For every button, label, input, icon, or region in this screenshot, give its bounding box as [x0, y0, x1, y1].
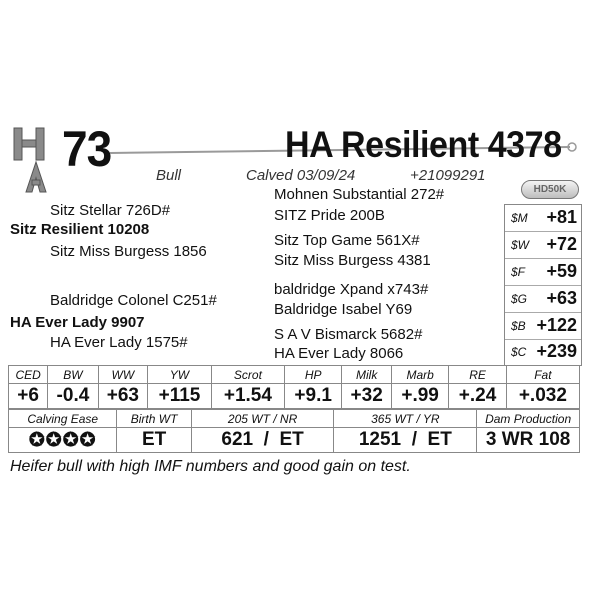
- index-value: +239: [536, 341, 577, 361]
- index-value: +81: [546, 207, 577, 227]
- animal-name: HA Resilient 4378: [285, 124, 562, 165]
- index-row: [505, 339, 581, 365]
- performance-header-row: [9, 410, 580, 428]
- index-label: $M: [511, 211, 528, 225]
- epd-header: WW: [98, 366, 148, 384]
- slash: /: [411, 429, 417, 450]
- epd-header: Fat: [506, 366, 579, 384]
- birth-weight: ET: [117, 428, 191, 453]
- yearling-weight-cell: [334, 428, 477, 453]
- index-row: [505, 286, 581, 313]
- performance-header: 205 WT / NR: [191, 410, 334, 428]
- pedigree-right-1: Mohnen Substantial 272#: [274, 186, 445, 203]
- slash: /: [263, 429, 269, 450]
- sire-dam: Sitz Miss Burgess 1856: [50, 243, 207, 260]
- epd-header: Scrot: [211, 366, 284, 384]
- epd-header: BW: [48, 366, 98, 384]
- epd-header-row: [9, 366, 580, 384]
- sire-sire: Sitz Stellar 726D#: [50, 202, 171, 219]
- epd-value: +.032: [506, 384, 579, 409]
- sire: Sitz Resilient 10208: [10, 221, 150, 238]
- epd-header: Milk: [342, 366, 392, 384]
- performance-table: [8, 409, 580, 453]
- performance-header: 365 WT / YR: [334, 410, 477, 428]
- pedigree-right-8: HA Ever Lady 8066: [274, 345, 404, 362]
- ranch-logo-icon: [12, 126, 60, 196]
- pedigree-right-2: SITZ Pride 200B: [274, 207, 385, 224]
- epd-value: +63: [98, 384, 148, 409]
- epd-value: +32: [342, 384, 392, 409]
- dam-dam: HA Ever Lady 1575#: [50, 334, 188, 351]
- index-label: $G: [511, 292, 528, 306]
- pedigree-right-3: Sitz Top Game 561X#: [274, 232, 420, 249]
- epd-header: HP: [284, 366, 341, 384]
- epd-value: +.99: [391, 384, 448, 409]
- index-value: +59: [546, 261, 577, 281]
- genomic-badge: HD50K: [521, 180, 579, 199]
- index-label: $B: [511, 319, 526, 333]
- lot-number: 73: [62, 121, 112, 177]
- epd-header: Marb: [391, 366, 448, 384]
- index-row: [505, 232, 581, 259]
- dam-sire: Baldridge Colonel C251#: [50, 292, 217, 309]
- performance-header: Dam Production: [477, 410, 580, 428]
- pedigree-right-4: Sitz Miss Burgess 4381: [274, 252, 431, 269]
- dam-production: 3 WR 108: [477, 428, 580, 453]
- dam: HA Ever Lady 9907: [10, 314, 145, 331]
- calved-date: Calved 03/09/24: [246, 167, 356, 184]
- performance-value-row: [9, 428, 580, 453]
- epd-value: +6: [9, 384, 48, 409]
- pedigree-right-6: Baldridge Isabel Y69: [274, 301, 413, 318]
- pedigree-right-5: baldridge Xpand x743#: [274, 281, 429, 298]
- index-box: [504, 204, 582, 366]
- epd-value: +115: [148, 384, 212, 409]
- epd-header: YW: [148, 366, 212, 384]
- index-label: $F: [511, 265, 526, 279]
- index-row: [505, 259, 581, 286]
- weaning-weight-cell: [191, 428, 334, 453]
- yearling-weight: 1251: [358, 429, 402, 450]
- epd-header: CED: [9, 366, 48, 384]
- index-value: +63: [546, 288, 577, 308]
- index-label: $C: [511, 345, 527, 359]
- lot-comment: Heifer bull with high IMF numbers and good gain on test.: [10, 458, 411, 475]
- index-row: [505, 205, 581, 232]
- epd-value: +1.54: [211, 384, 284, 409]
- calving-ease-stars: ✪✪✪✪: [9, 428, 117, 453]
- performance-header: Birth WT: [117, 410, 191, 428]
- registration-number: +21099291: [410, 167, 486, 184]
- epd-value: -0.4: [48, 384, 98, 409]
- sex-label: Bull: [156, 167, 182, 184]
- epd-table: [8, 365, 580, 409]
- epd-value: +.24: [449, 384, 506, 409]
- weaning-weight: 621: [221, 429, 254, 450]
- pedigree-right-7: S A V Bismarck 5682#: [274, 326, 423, 343]
- epd-value: +9.1: [284, 384, 341, 409]
- yearling-ratio: ET: [427, 429, 452, 450]
- index-label: $W: [511, 238, 529, 252]
- epd-header: RE: [449, 366, 506, 384]
- index-value: +72: [546, 234, 577, 254]
- index-row: [505, 313, 581, 340]
- epd-value-row: [9, 384, 580, 409]
- weaning-ratio: ET: [279, 429, 304, 450]
- performance-header: Calving Ease: [9, 410, 117, 428]
- index-value: +122: [536, 315, 577, 335]
